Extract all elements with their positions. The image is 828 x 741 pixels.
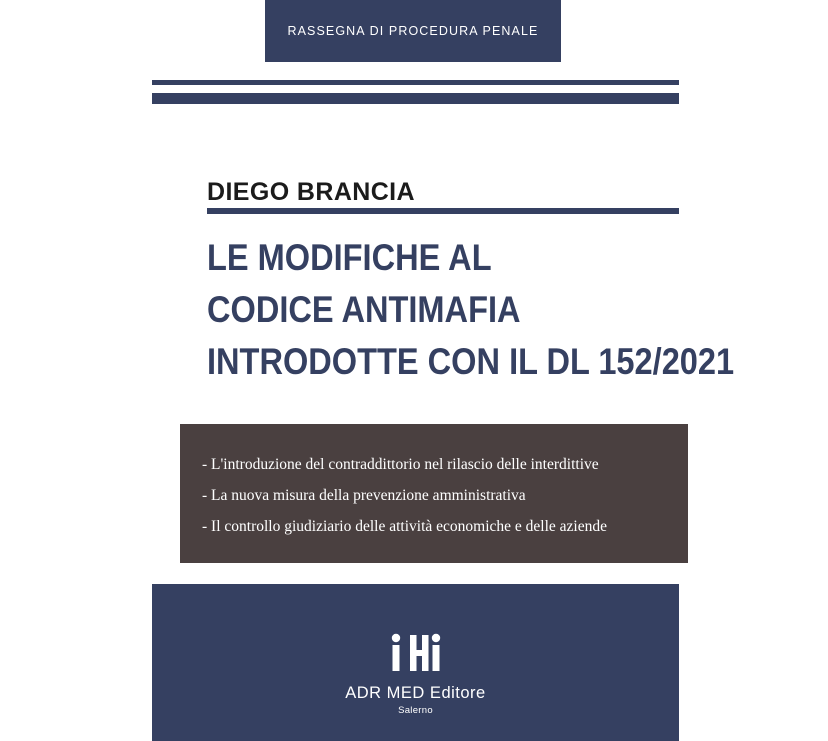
series-banner-label: RASSEGNA DI PROCEDURA PENALE [287,24,539,38]
header-rule-thick [152,93,679,104]
title-line-2: CODICE ANTIMAFIA [207,289,521,330]
author-name: DIEGO BRANCIA [207,178,415,206]
series-banner [265,0,561,62]
author-underline [207,208,679,214]
topic-item: - La nuova misura della prevenzione amministrativa [202,487,526,504]
publisher-name: ADR MED Editore [345,684,486,702]
handshake-logo-icon [386,634,446,670]
topic-item: - L'introduzione del contraddittorio nel rilascio delle interdittive [202,456,599,473]
topics-panel [180,424,688,563]
title-line-3: INTRODOTTE CON IL DL 152/2021 [207,341,735,382]
publisher-city: Salerno [398,705,433,716]
title-line-1: LE MODIFICHE AL [207,237,492,278]
book-title [207,232,735,388]
topic-item: - Il controllo giudiziario delle attività economiche e delle aziende [202,518,607,535]
publisher-panel [152,584,679,741]
header-rule-thin [152,80,679,85]
